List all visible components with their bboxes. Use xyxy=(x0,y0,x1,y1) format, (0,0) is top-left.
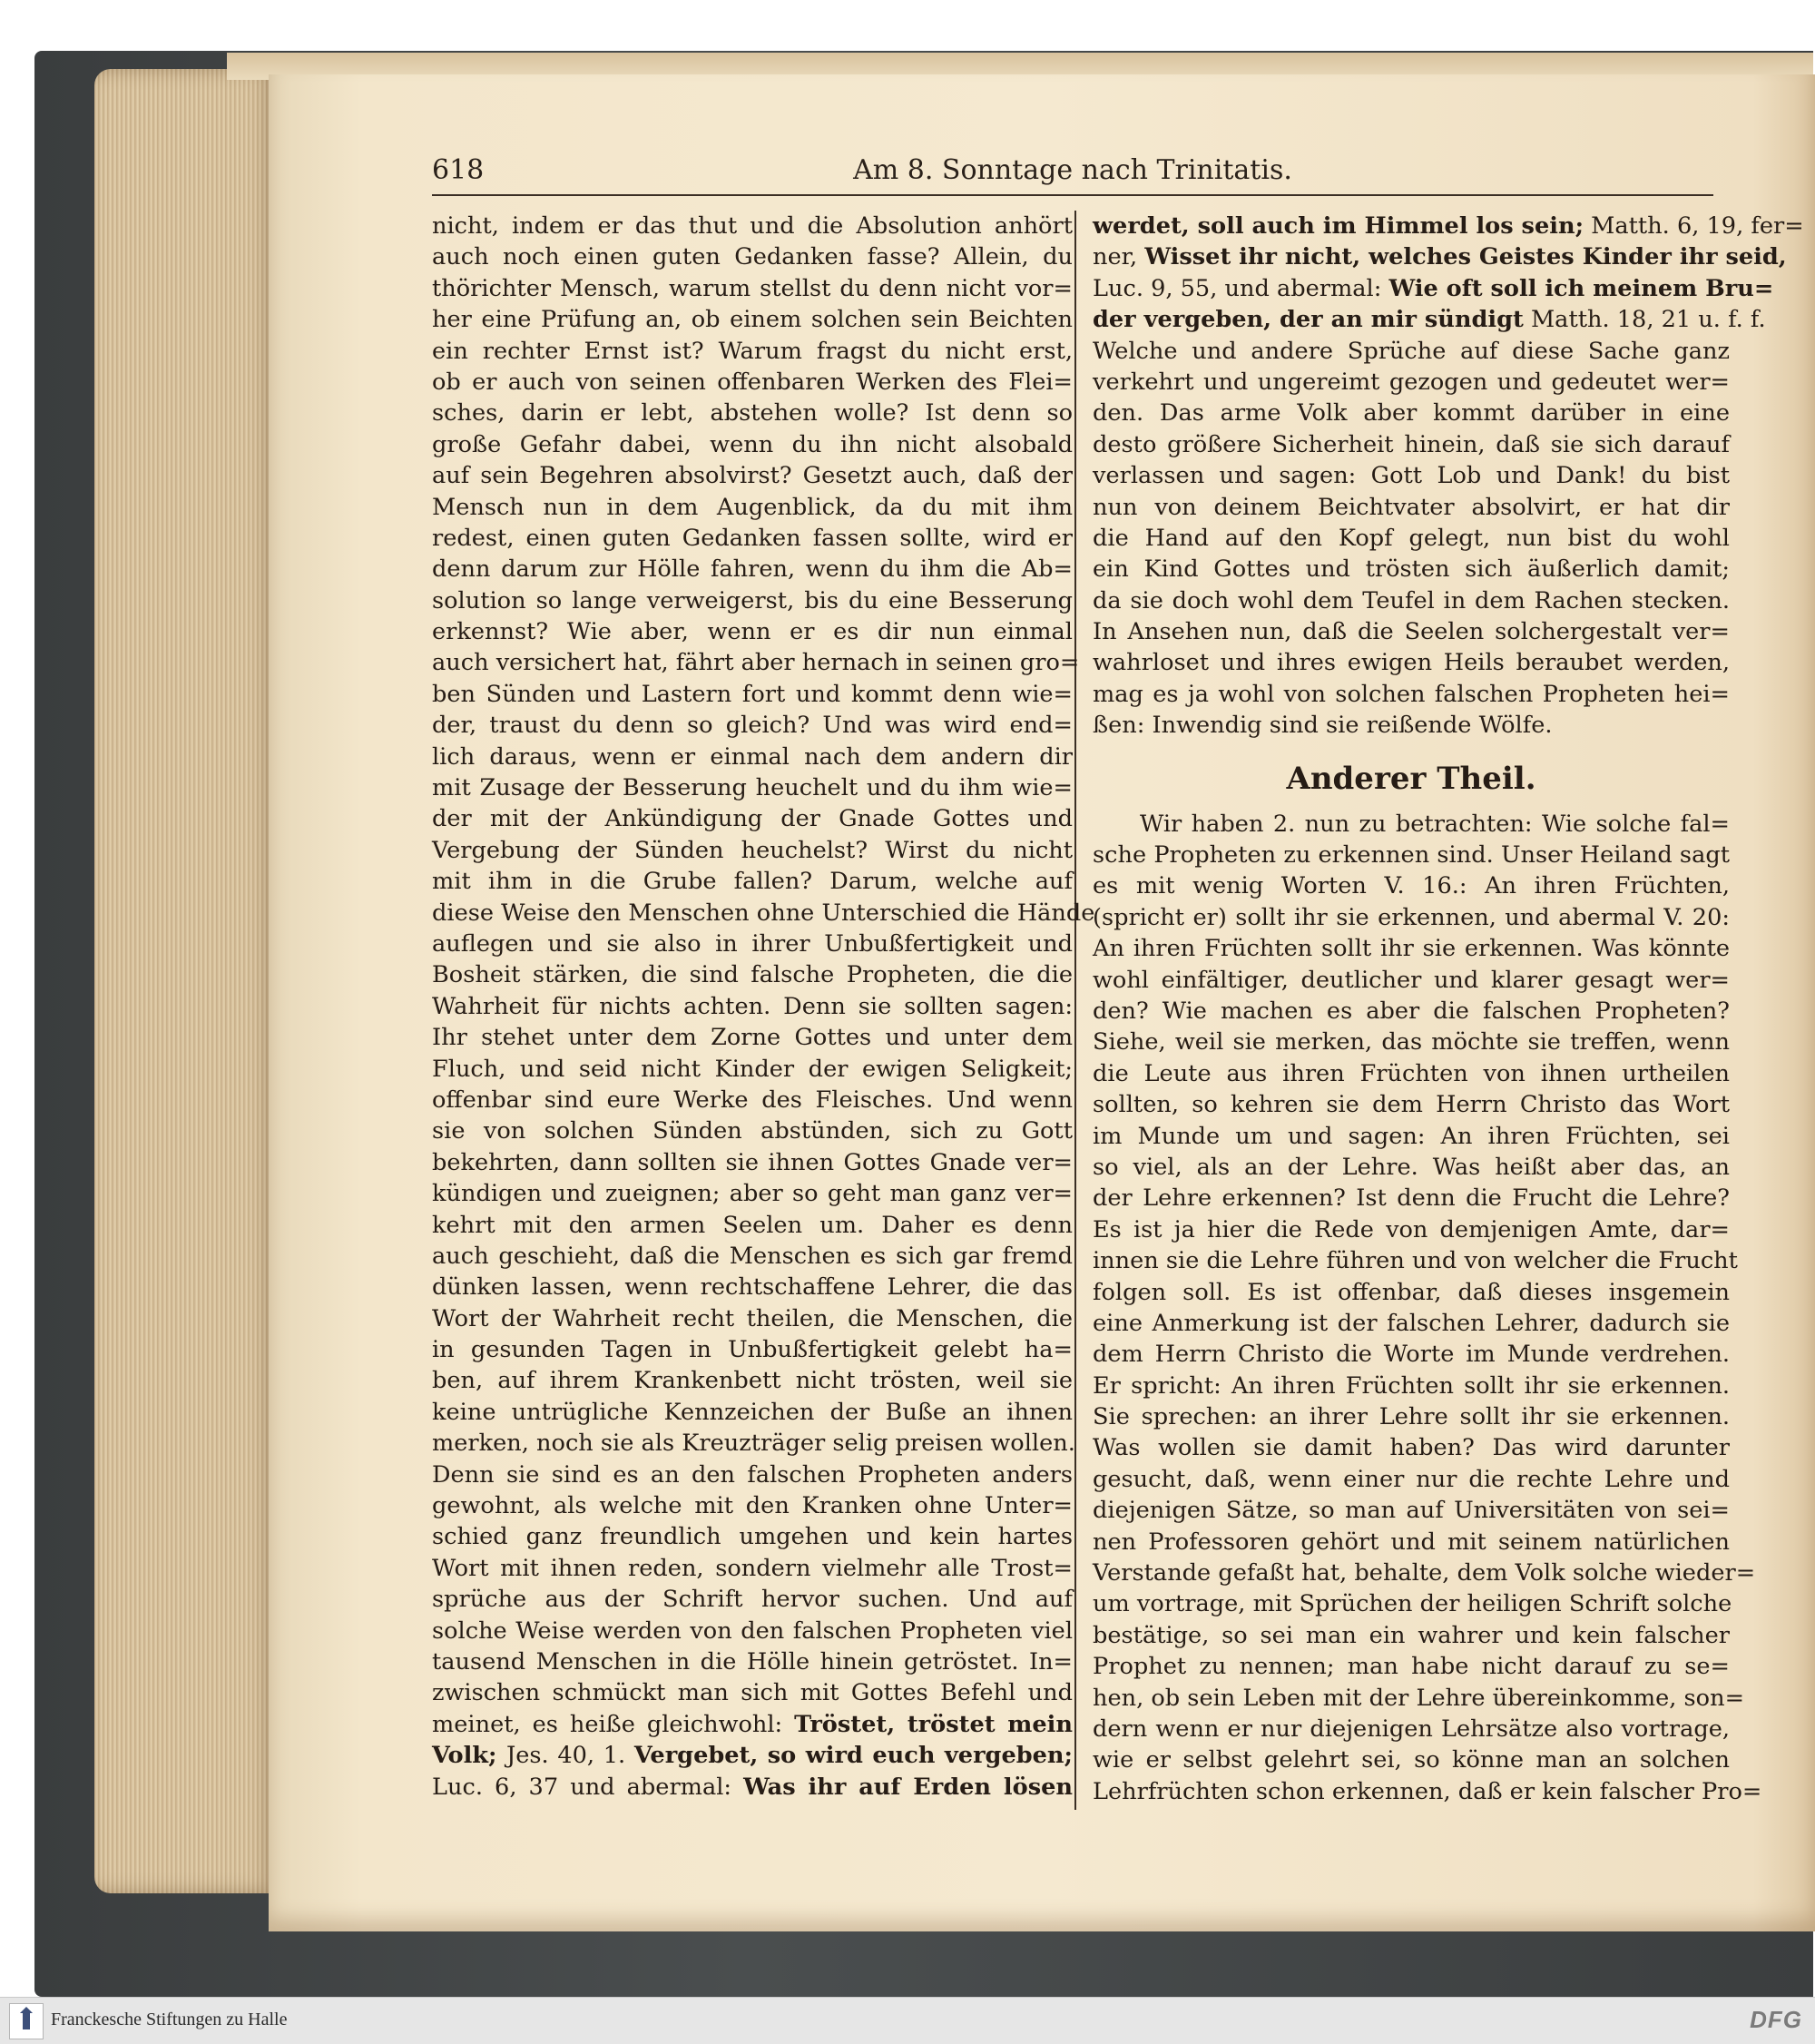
column-rule xyxy=(1074,211,1076,1810)
text-line: im Munde um und sagen: An ihren Früchten, sei xyxy=(1093,1122,1730,1150)
text-line xyxy=(1093,211,1804,241)
text-line: mit ihm in die Grube fallen? Darum, welche auf xyxy=(432,868,1073,896)
text-line: Prophet zu nennen; man habe nicht darauf zu se= xyxy=(1093,1653,1730,1681)
text-line xyxy=(432,1740,1073,1771)
text-line: dern wenn er nur diejenigen Lehrsätze also vortrage, xyxy=(1093,1715,1730,1743)
text-line: offenbar sind eure Werke des Fleisches. Und wenn xyxy=(432,1086,1073,1114)
text-line xyxy=(1093,273,1774,304)
section-heading: Anderer Theil. xyxy=(1286,760,1536,797)
bold-quote: werdet, soll auch im Himmel los sein; xyxy=(1093,212,1584,240)
bold-quote: Wie oft soll ich meinem Bru= xyxy=(1388,274,1774,302)
text-line: desto größere Sicherheit hinein, daß sie sich darauf xyxy=(1093,430,1730,458)
bold-quote: Was ihr auf Erden lösen xyxy=(743,1773,1073,1801)
text-line: sches, darin er lebt, abstehen wolle? Ist denn so xyxy=(432,399,1073,427)
text-line: sprüche aus der Schrift hervor suchen. Und auf xyxy=(432,1586,1073,1614)
text-line: nen Professoren gehört und mit seinem natürlichen xyxy=(1093,1528,1730,1556)
line-text: Luc. 6, 37 und abermal: xyxy=(432,1773,744,1801)
text-line: große Gefahr dabei, wenn du ihn nicht alsobald xyxy=(432,430,1073,458)
page-stack xyxy=(94,69,276,1893)
text-line: auf sein Begehren absolvirst? Gesetzt auch, daß der xyxy=(432,462,1073,490)
text-line: den? Wie machen es aber die falschen Propheten? xyxy=(1093,997,1730,1025)
header-rule xyxy=(432,194,1713,196)
text-line: in gesunden Tagen in Unbußfertigkeit gelebt ha= xyxy=(432,1336,1073,1364)
text-line: erkennst? Wie aber, wenn er es dir nun einmal xyxy=(432,618,1073,646)
running-title: Am 8. Sonntage nach Trinitatis. xyxy=(853,154,1292,186)
text-line: auflegen und sie also in ihrer Unbußfertigkeit und xyxy=(432,929,1073,958)
text-line: Wahrheit für nichts achten. Denn sie sollten sagen: xyxy=(432,992,1073,1020)
bold-quote: Vergebet, so wird euch vergeben; xyxy=(633,1742,1073,1770)
text-line: dem Herrn Christo die Worte im Munde verdrehen. xyxy=(1093,1341,1730,1369)
text-line: wie er selbst gelehrt sei, so könne man an solchen xyxy=(1093,1746,1730,1774)
text-line: Siehe, weil sie merken, das möchte sie treffen, wenn xyxy=(1093,1028,1730,1056)
text-line: der Lehre erkennen? Ist denn die Frucht die Lehre? xyxy=(1093,1184,1730,1213)
line-text: ner, xyxy=(1093,243,1145,271)
text-line: bekehrten, dann sollten sie ihnen Gottes Gnade ver= xyxy=(432,1148,1073,1176)
text-line: dünken lassen, wenn rechtschaffene Lehrer, die das xyxy=(432,1273,1073,1302)
dfg-logo[interactable]: DFG xyxy=(1750,2006,1802,2033)
right-column xyxy=(1093,211,1804,1807)
text-line: An ihren Früchten sollt ihr sie erkennen. Was könnte xyxy=(1093,935,1730,963)
text-line: solche Weise werden von den falschen Propheten viel xyxy=(432,1617,1073,1645)
text-line: der mit der Ankündigung der Gnade Gottes und xyxy=(432,805,1073,833)
text-line: thörichter Mensch, warum stellst du denn nicht vor= xyxy=(432,274,1073,302)
text-line: so viel, als an der Lehre. Was heißt aber das, an xyxy=(1093,1153,1730,1181)
text-line: diese Weise den Menschen ohne Unterschied die Hände xyxy=(432,899,1095,927)
text-line: Es ist ja hier die Rede von demjenigen Amte, dar= xyxy=(1093,1215,1730,1243)
text-line: auch versichert hat, fährt aber hernach in seinen gro= xyxy=(432,649,1080,677)
text-line: wahrloset und ihres ewigen Heils beraubet werden, xyxy=(1093,649,1730,677)
text-line: mag es ja wohl von solchen falschen Propheten hei= xyxy=(1093,680,1730,708)
left-column xyxy=(432,211,1095,1803)
text-line: her eine Prüfung an, ob einem solchen sein Beichten xyxy=(432,306,1073,334)
text-line: redest, einen guten Gedanken fassen sollte, wird er xyxy=(432,524,1073,552)
text-line: sche Propheten zu erkennen sind. Unser Heiland sagt xyxy=(1093,841,1730,870)
text-line: Er spricht: An ihren Früchten sollt ihr sie erkennen. xyxy=(1093,1371,1730,1400)
text-line: auch noch einen guten Gedanken fasse? Allein, du xyxy=(432,243,1073,271)
text-line xyxy=(1093,304,1766,335)
line-text: meinet, es heiße gleichwohl: xyxy=(432,1710,795,1738)
text-line: Wort mit ihnen reden, sondern vielmehr alle Trost= xyxy=(432,1554,1073,1582)
text-line xyxy=(1093,241,1787,272)
text-line: ben, auf ihrem Krankenbett nicht trösten, weil sie xyxy=(432,1367,1073,1395)
line-text: Matth. 6, 19, fer= xyxy=(1584,212,1804,240)
line-text: Luc. 9, 55, und abermal: xyxy=(1093,274,1389,302)
text-line: mit Zusage der Besserung heuchelt und du ihm wie= xyxy=(432,774,1073,802)
text-line: denn darum zur Hölle fahren, wenn du ihm die Ab= xyxy=(432,555,1073,584)
text-line: hen, ob sein Leben mit der Lehre übereinkomme, son= xyxy=(1093,1684,1745,1712)
bold-quote: Tröstet, tröstet mein xyxy=(794,1710,1073,1738)
text-line xyxy=(432,1772,1073,1803)
text-line: gewohnt, als welche mit den Kranken ohne Unter= xyxy=(432,1492,1073,1520)
text-line: die Leute aus ihren Früchten von ihnen urtheilen xyxy=(1093,1059,1730,1087)
text-line: ben Sünden und Lastern fort und kommt denn wie= xyxy=(432,680,1073,708)
text-line: Verstande gefaßt hat, behalte, dem Volk solche wieder= xyxy=(1093,1559,1756,1587)
text-line: schied ganz freundlich umgehen und kein hartes xyxy=(432,1523,1073,1551)
institution-logo-icon[interactable] xyxy=(9,2003,44,2039)
text-line xyxy=(432,1709,1073,1740)
text-line: tausend Menschen in die Hölle hinein getröstet. In= xyxy=(432,1647,1073,1675)
text-line: Bosheit stärken, die sind falsche Propheten, die die xyxy=(432,961,1073,989)
text-line: Vergebung der Sünden heuchelst? Wirst du nicht xyxy=(432,836,1073,864)
text-line: solution so lange verweigerst, bis du eine Besserung xyxy=(432,586,1073,614)
text-line: Welche und andere Sprüche auf diese Sache ganz xyxy=(1093,337,1730,365)
text-line: Denn sie sind es an den falschen Propheten anders xyxy=(432,1460,1073,1489)
text-line: innen sie die Lehre führen und von welcher die Frucht xyxy=(1093,1247,1738,1275)
text-line: um vortrage, mit Sprüchen der heiligen Schrift solche xyxy=(1093,1590,1732,1618)
text-line: Fluch, und seid nicht Kinder der ewigen Seligkeit; xyxy=(432,1055,1073,1083)
text-line: merken, noch sie als Kreuzträger selig preisen wollen. xyxy=(432,1430,1075,1458)
institution-name[interactable]: Franckesche Stiftungen zu Halle xyxy=(51,2010,288,2029)
text-line: ob er auch von seinen offenbaren Werken des Flei= xyxy=(432,368,1073,396)
text-line: Ihr stehet unter dem Zorne Gottes und unter dem xyxy=(432,1024,1073,1052)
text-line: nun von deinem Beichtvater absolvirt, er hat dir xyxy=(1093,493,1730,521)
text-line: sie von solchen Sünden abstünden, sich zu Gott xyxy=(432,1117,1073,1145)
text-line: Was wollen sie damit haben? Das wird darunter xyxy=(1093,1434,1730,1462)
text-line: die Hand auf den Kopf gelegt, nun bist du wohl xyxy=(1093,524,1730,552)
line-text: Jes. 40, 1. xyxy=(505,1742,634,1770)
text-line: In Ansehen nun, daß die Seelen solchergestalt ver= xyxy=(1093,618,1730,646)
text-line: Wir haben 2. nun zu betrachten: Wie solche fal= xyxy=(1140,810,1730,838)
text-line: eine Anmerkung ist der falschen Lehrer, dadurch sie xyxy=(1093,1309,1730,1337)
text-line: ein rechter Ernst ist? Warum fragst du nicht erst, xyxy=(432,337,1073,365)
bold-quote: Volk; xyxy=(432,1742,506,1770)
text-line: bestätige, so sei man ein wahrer und kein falscher xyxy=(1093,1621,1730,1649)
text-line: diejenigen Sätze, so man auf Universitäten von sei= xyxy=(1093,1497,1730,1525)
text-line: nicht, indem er das thut und die Absolution anhört xyxy=(432,212,1073,240)
text-line: verkehrt und ungereimt gezogen und gedeutet wer= xyxy=(1093,368,1730,396)
text-line: gesucht, daß, wenn einer nur die rechte Lehre und xyxy=(1093,1465,1730,1493)
text-line: auch geschieht, daß die Menschen es sich gar fremd xyxy=(432,1242,1073,1270)
text-line: da sie doch wohl dem Teufel in dem Rachen stecken. xyxy=(1093,586,1730,614)
text-line: der, traust du denn so gleich? Und was wird end= xyxy=(432,712,1073,740)
text-line: keine untrügliche Kennzeichen der Buße an ihnen xyxy=(432,1398,1073,1426)
text-line: Lehrfrüchten schon erkennen, daß er kein falscher Pro= xyxy=(1093,1777,1762,1805)
text-line: verlassen und sagen: Gott Lob und Dank! du bist xyxy=(1093,462,1730,490)
text-line: wohl einfältiger, deutlicher und klarer gesagt wer= xyxy=(1093,966,1730,994)
line-text: Matth. 18, 21 u. f. f. xyxy=(1523,306,1766,334)
text-line: den. Das arme Volk aber kommt darüber in eine xyxy=(1093,399,1730,427)
text-line: zwischen schmückt man sich mit Gottes Befehl und xyxy=(432,1679,1073,1707)
text-line: (spricht er) sollt ihr sie erkennen, und abermal V. 20: xyxy=(1093,903,1730,931)
logo-tower xyxy=(23,2011,30,2029)
bold-quote: der vergeben, der an mir sündigt xyxy=(1093,306,1524,334)
text-line: ein Kind Gottes und trösten sich äußerlich damit; xyxy=(1093,555,1730,584)
text-line: Sie sprechen: an ihrer Lehre sollt ihr sie erkennen. xyxy=(1093,1403,1730,1431)
text-line: Wort der Wahrheit recht theilen, die Menschen, die xyxy=(432,1304,1073,1332)
text-line: folgen soll. Es ist offenbar, daß dieses insgemein xyxy=(1093,1278,1730,1306)
text-line: kehrt mit den armen Seelen um. Daher es denn xyxy=(432,1211,1073,1239)
text-line: lich daraus, wenn er einmal nach dem andern dir xyxy=(432,742,1073,771)
viewer-footer xyxy=(0,1997,1815,2044)
text-line: kündigen und zueignen; aber so geht man ganz ver= xyxy=(432,1180,1073,1208)
text-line: es mit wenig Worten V. 16.: An ihren Früchten, xyxy=(1093,872,1730,900)
text-line: ßen: Inwendig sind sie reißende Wölfe. xyxy=(1093,712,1553,740)
text-line: sollten, so kehren sie dem Herrn Christo das Wort xyxy=(1093,1091,1730,1119)
text-line: Mensch nun in dem Augenblick, da du mit ihm xyxy=(432,493,1073,521)
running-head xyxy=(432,154,1713,194)
bold-quote: Wisset ihr nicht, welches Geistes Kinder ihr seid, xyxy=(1144,243,1787,271)
page-number: 618 xyxy=(432,154,485,186)
